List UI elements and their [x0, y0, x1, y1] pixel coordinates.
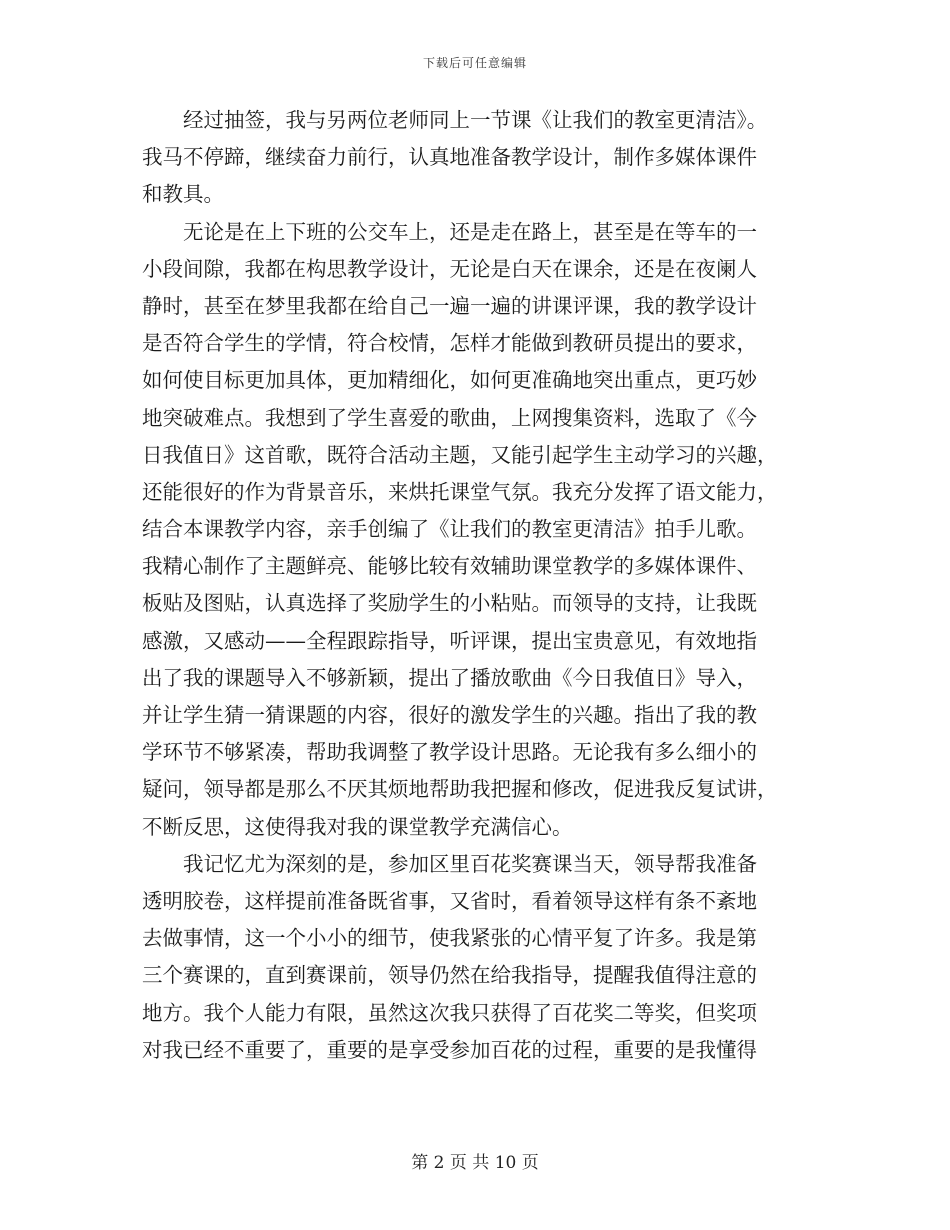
body-line: 静时，甚至在梦里我都在给自己一遍一遍的讲课评课，我的教学设计 [142, 293, 757, 318]
body-line: 小段间隙，我都在构思教学设计，无论是白天在课余，还是在夜阑人 [142, 256, 757, 281]
body-line: 不断反思，这使得我对我的课堂教学充满信心。 [142, 814, 573, 839]
body-line: 还能很好的作为背景音乐，来烘托课堂气氛。我充分发挥了语文能力， [142, 479, 778, 504]
body-line: 地方。我个人能力有限，虽然这次我只获得了百花奖二等奖，但奖项 [142, 1000, 757, 1025]
page-number-footer: 第 2 页 共 10 页 [411, 1153, 539, 1173]
body-line: 无论是在上下班的公交车上，还是走在路上，甚至是在等车的一 [142, 219, 757, 244]
body-line: 结合本课教学内容，亲手创编了《让我们的教室更清洁》拍手儿歌。 [142, 517, 757, 542]
body-line: 我精心制作了主题鲜亮、能够比较有效辅助课堂教学的多媒体课件、 [142, 554, 757, 579]
body-line: 和教具。 [142, 182, 224, 207]
body-line: 是否符合学生的学情，符合校情，怎样才能做到教研员提出的要求， [142, 331, 757, 356]
body-line: 并让学生猜一猜课题的内容，很好的激发学生的兴趣。指出了我的教 [142, 703, 757, 727]
body-line: 感激，又感动——全程跟踪指导，听评课，提出宝贵意见，有效地指 [142, 628, 757, 653]
body-line: 经过抽签，我与另两位老师同上一节课《让我们的教室更清洁》。 [142, 108, 768, 132]
body-line: 板贴及图贴，认真选择了奖励学生的小粘贴。而领导的支持，让我既 [142, 591, 757, 616]
body-line: 我马不停蹄，继续奋力前行，认真地准备教学设计，制作多媒体课件 [142, 145, 757, 170]
body-line: 我记忆尤为深刻的是，参加区里百花奖赛课当天，领导帮我准备 [142, 851, 757, 876]
body-line: 三个赛课的，直到赛课前，领导仍然在给我指导，提醒我值得注意的 [142, 963, 757, 988]
body-line: 疑问，领导都是那么不厌其烦地帮助我把握和修改，促进我反复试讲， [142, 777, 778, 802]
body-line: 如何使目标更加具体，更加精细化，如何更准确地突出重点，更巧妙 [142, 368, 757, 393]
document-body [142, 102, 804, 1069]
body-line: 出了我的课题导入不够新颖，提出了播放歌曲《今日我值日》导入， [142, 665, 757, 690]
body-line: 学环节不够紧凑，帮助我调整了教学设计思路。无论我有多么细小的 [142, 740, 757, 765]
body-line: 对我已经不重要了，重要的是享受参加百花的过程，重要的是我懂得 [142, 1037, 757, 1062]
body-line: 日我值日》这首歌，既符合活动主题，又能引起学生主动学习的兴趣， [142, 442, 778, 467]
page-header-note: 下载后可任意编辑 [422, 56, 527, 70]
body-line: 去做事情，这一个小小的细节，使我紧张的心情平复了许多。我是第 [142, 926, 757, 951]
body-line: 透明胶卷，这样提前准备既省事，又省时，看着领导这样有条不紊地 [142, 888, 757, 913]
body-line: 地突破难点。我想到了学生喜爱的歌曲，上网搜集资料，选取了《今 [142, 405, 757, 430]
